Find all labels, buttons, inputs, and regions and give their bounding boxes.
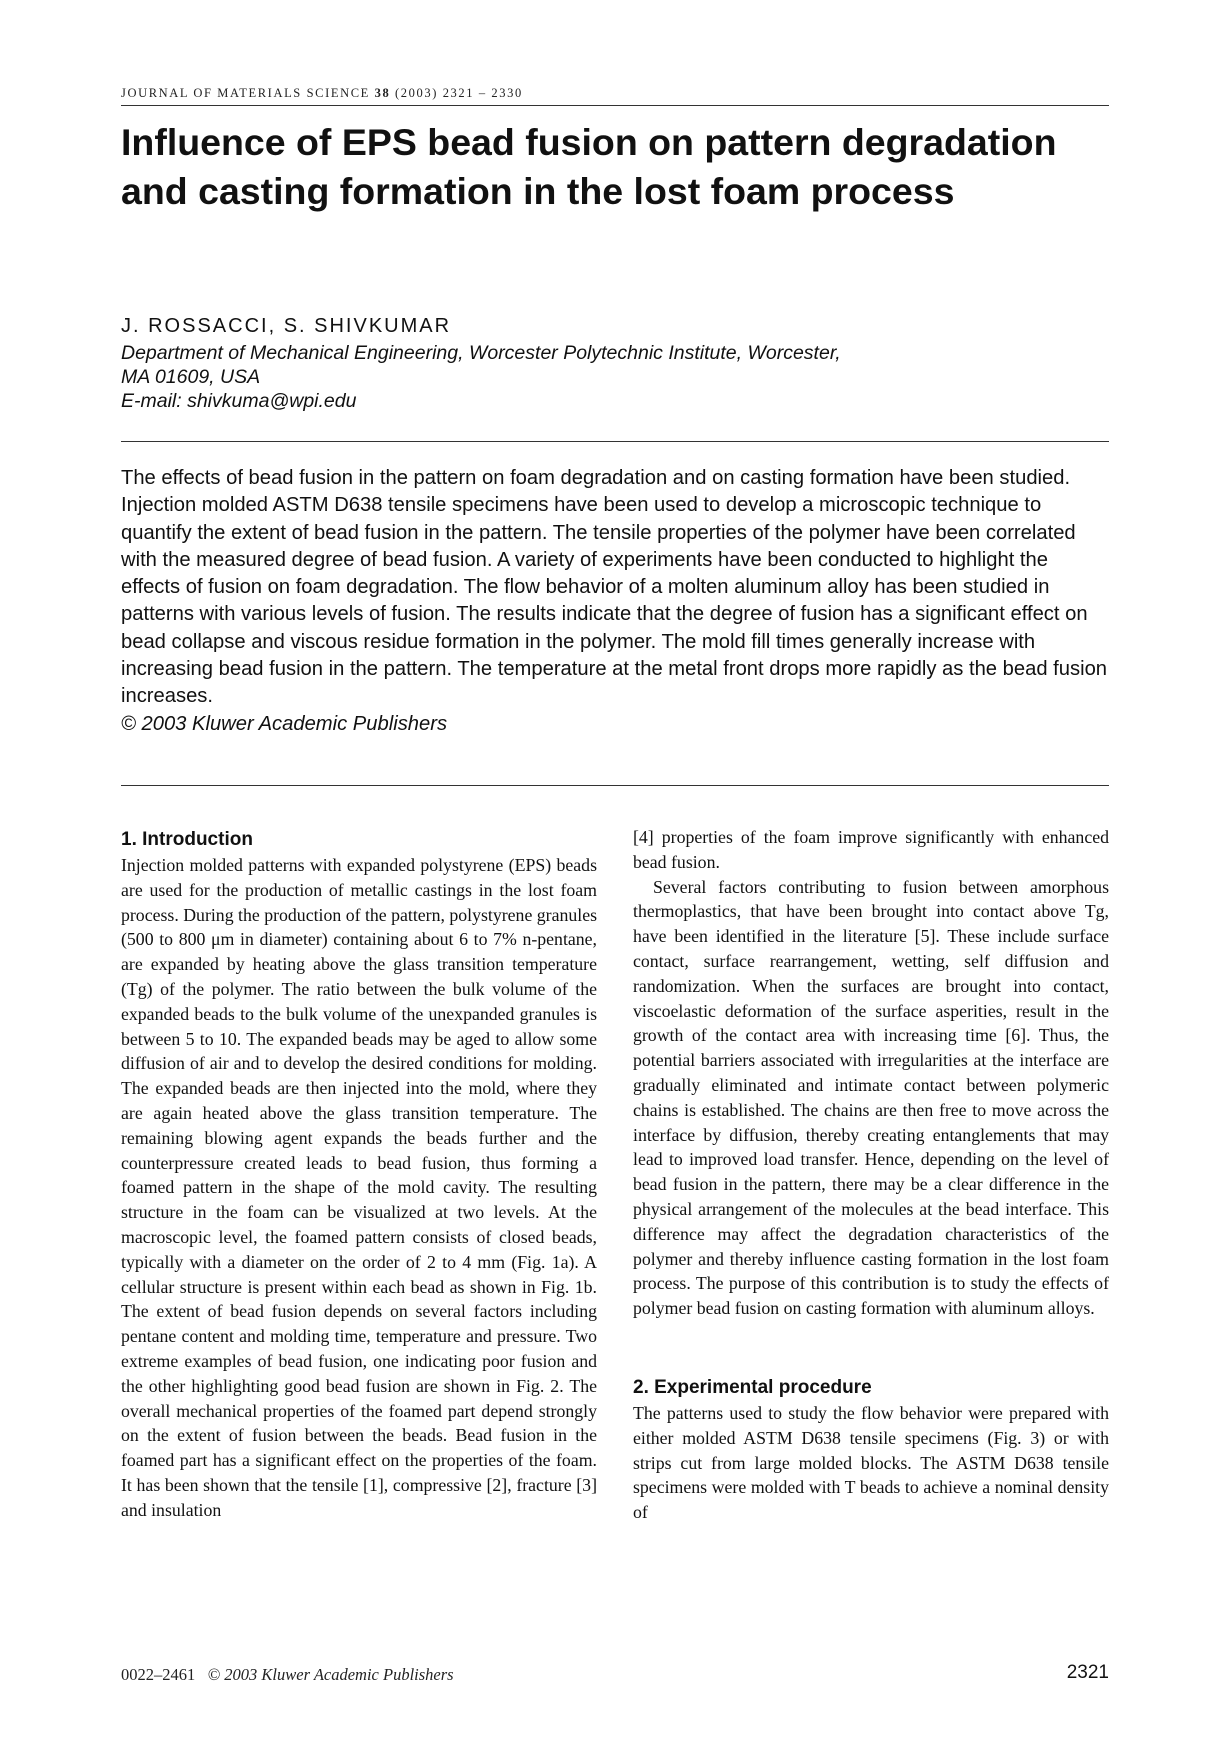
journal-header	[121, 86, 1109, 101]
footer-issn: 0022–2461	[121, 1665, 196, 1684]
page-number: 2321	[1066, 1662, 1109, 1683]
author-email: E-mail: shivkuma@wpi.edu	[121, 390, 357, 412]
abstract-copyright: © 2003 Kluwer Academic Publishers	[121, 712, 448, 735]
section-1-paragraph-1: Injection molded patterns with expanded polystyrene (EPS) beads are used for the production of metallic castings in the lost foam process. During the production of the pattern, polystyrene granules (500 to 800 μm in diameter) containing about 6 to 7% n-pentane, are expanded by heating above the glass transition temperature (Tg) of the polymer. The ratio between the bulk volume of the expanded beads to the bulk volume of the unexpanded granules is between 5 to 10. The expanded beads may be aged to allow some diffusion of air and to develop the desired conditions for molding. The expanded beads are then injected into the mold, where they are again heated above the glass transition temperature. The remaining blowing agent expands the beads further and the counterpressure created leads to bead fusion, thus forming a foamed pattern in the shape of the mold cavity. The resulting structure in the foam can be visualized at two levels. At the macroscopic level, the foamed pattern consists of closed beads, typically with a diameter on the order of 2 to 4 mm (Fig. 1a). A cellular structure is present within each bead as shown in Fig. 1b. The extent of bead fusion depends on several factors including pentane content and molding time, temperature and pressure. Two extreme examples of bead fusion, one indicating poor fusion and the other highlighting good bead fusion are shown in Fig. 2. The overall mechanical properties of the foamed part depend strongly on the extent of fusion between the beads. Bead fusion in the foamed part has a significant effect on the properties of the foam. It has been shown that the tensile [1], compressive [2], fracture [3] and insulation	[121, 855, 598, 1520]
affiliation-line-1: Department of Mechanical Engineering, Worcester Polytechnic Institute, Worcester,	[121, 342, 841, 364]
abstract-text: The effects of bead fusion in the pattern on foam degradation and on casting formation have been studied. Injection molded ASTM D638 tensile specimens have been used to develop a microscopic technique to quantify the extent of bead fusion in the pattern. The tensile properties of the polymer have been correlated with the measured degree of bead fusion. A variety of experiments have been conducted to highlight the effects of fusion on foam degradation. The flow behavior of a molten aluminum alloy has been studied in patterns with various levels of fusion. The results indicate that the degree of fusion has a significant effect on bead collapse and viscous residue formation in the polymer. The mold fill times generally increase with increasing bead fusion in the pattern. The temperature at the metal front drops more rapidly as the bead fusion increases.	[121, 467, 1108, 708]
abstract	[121, 465, 1109, 738]
section-2-paragraph-1: The patterns used to study the flow behavior were prepared with either molded ASTM D638 tensile specimens (Fig. 3) or with strips cut from large molded blocks. The ASTM D638 tensile specimens were molded with T beads to achieve a nominal density of	[633, 1402, 1109, 1523]
section-1-paragraph-1-continued: [4] properties of the foam improve significantly with enhanced bead fusion.	[633, 827, 1109, 872]
header-rule	[121, 105, 1109, 106]
footer-issn-copyright	[121, 1665, 454, 1685]
affiliation-line-2: MA 01609, USA	[121, 366, 261, 388]
section-1-heading: 1. Introduction	[121, 829, 253, 850]
section-1-paragraph-2: Several factors contributing to fusion between amorphous thermoplastics, that have been brought into contact above Tg, have been identified in the literature [5]. These include surface contact, surface rearrangement, wetting, self diffusion and randomization. When the surfaces are brought into contact, viscoelastic deformation of the surface asperities, result in the growth of the contact area with increasing time [6]. Thus, the potential barriers associated with irregularities at the interface are gradually eliminated and intimate contact between polymeric chains is established. The chains are then free to move across the interface by diffusion, thereby creating entanglements that may lead to improved load transfer. Hence, depending on the level of bead fusion in the pattern, there may be a clear difference in the physical arrangement of the molecules at the bead interface. This difference may affect the degradation characteristics of the polymer and thereby influence casting formation in the lost foam process. The purpose of this contribution is to study the effects of polymer bead fusion on casting formation with aluminum alloys.	[633, 876, 1109, 1319]
abstract-top-rule	[121, 441, 1109, 442]
affiliation	[121, 341, 1081, 413]
journal-name: JOURNAL OF MATERIALS SCIENCE	[121, 86, 370, 100]
journal-year-pages: (2003) 2321 – 2330	[395, 86, 523, 100]
footer-copyright: © 2003 Kluwer Academic Publishers	[207, 1665, 454, 1684]
paper-title: Influence of EPS bead fusion on pattern degradation and casting formation in the lost foam process	[121, 121, 1057, 212]
abstract-bottom-rule	[121, 785, 1109, 786]
journal-volume: 38	[374, 86, 391, 100]
section-2-heading: 2. Experimental procedure	[633, 1376, 872, 1398]
authors: J. ROSSACCI, S. SHIVKUMAR	[121, 315, 452, 337]
left-column	[121, 827, 597, 1523]
right-column	[633, 825, 1109, 1525]
